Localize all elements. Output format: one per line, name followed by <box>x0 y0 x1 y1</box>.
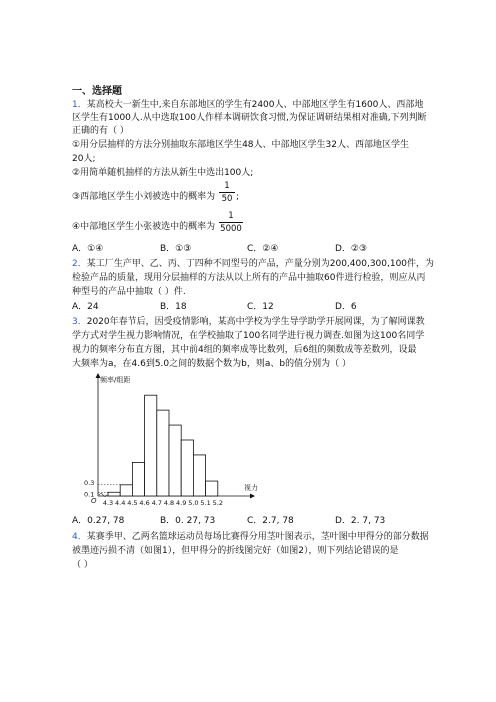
bar-4.3-4.4 <box>108 492 120 496</box>
y-axis-label: 频率/组距 <box>100 376 131 384</box>
bar-5-5.1 <box>193 455 205 496</box>
q1-option-c[interactable]: C．②④ <box>247 244 279 254</box>
q1-option-b[interactable]: B．①③ <box>160 244 192 254</box>
q1-fraction-1-numerator: 1 <box>224 181 230 191</box>
bar-4.8-4.9 <box>169 425 181 496</box>
q3-line-4: 大频率为a，在4.6到5.0之间的数据个数为b，则a、b的值分别为（ ） <box>72 359 351 369</box>
x-tick-5.0: 5.0 <box>188 499 199 507</box>
y-tick-0.1: 0.1 <box>84 490 95 499</box>
x-tick-4.6: 4.6 <box>139 499 150 507</box>
bar-4.4-4.5 <box>120 485 132 496</box>
q2-line-2: 检验产品的质量，现用分层抽样的方法从以上所有的产品中抽取60件进行检验，则应从丙 <box>72 273 426 283</box>
x-tick-4.8: 4.8 <box>163 499 175 507</box>
q1-statement-1a: ①用分层抽样的方法分别抽取东部地区学生48人、中部地区学生32人、西部地区学生 <box>72 140 409 150</box>
q1-line-3: 正确的有（ ） <box>72 126 129 136</box>
q3-line-1 <box>72 316 425 328</box>
q1-line-2: 区学生有1000人.从中选取100人作样本调研饮食习惯,为保证调研结果相对准确,下列判断 <box>72 113 427 123</box>
y-tick-0.3: 0.3 <box>84 478 95 487</box>
q1-statement-3-end: ; <box>236 192 240 202</box>
x-tick-5.2: 5.2 <box>212 499 223 507</box>
x-tick-5.1: 5.1 <box>200 499 211 507</box>
q2-option-a[interactable]: A．24 <box>72 302 99 312</box>
x-axis-label: 视力 <box>244 484 258 492</box>
q2-option-d[interactable]: D．6 <box>335 302 357 312</box>
x-tick-4.3: 4.3 <box>102 499 114 507</box>
q4-line-3: （ ） <box>72 560 93 570</box>
q3-option-d[interactable]: D．2. 7, 73 <box>335 516 386 526</box>
q3-option-b[interactable]: B．0. 27, 73 <box>160 516 216 526</box>
x-tick-4.9: 4.9 <box>176 499 187 507</box>
q2-line-1 <box>72 258 434 270</box>
bar-4.7-4.8 <box>157 410 169 496</box>
q1-statement-1b: 20人; <box>72 154 96 164</box>
q1-fraction-2 <box>219 211 243 234</box>
origin-label: O <box>91 497 97 505</box>
q4-line-1 <box>72 531 429 543</box>
bar-5.1-5.2 <box>206 481 218 496</box>
q1-fraction-1 <box>219 181 235 204</box>
bar-4.6-4.7 <box>145 395 157 496</box>
q2-option-b[interactable]: B．18 <box>160 302 187 312</box>
q2-number: 2． <box>72 259 87 269</box>
q2-option-c[interactable]: C．12 <box>247 302 274 312</box>
section-title: 一、选择题 <box>72 86 122 97</box>
x-tick-4.7: 4.7 <box>151 499 162 507</box>
q1-fraction-2-denominator: 5000 <box>220 224 242 234</box>
q1-number: 1． <box>72 100 87 110</box>
q1-fraction-1-denominator: 50 <box>221 194 233 204</box>
q3-number: 3． <box>72 317 87 327</box>
q1-text-1: 某高校大一新生中,来自东部地区的学生有2400人、中部地区学生有1600人、西部地 <box>86 100 424 110</box>
q1-fraction-2-numerator: 1 <box>228 211 234 221</box>
x-tick-4.5: 4.5 <box>127 499 138 507</box>
q2-line-3: 种型号的产品中抽取（ ）件. <box>72 287 186 297</box>
q4-number: 4． <box>72 532 87 542</box>
q3-text-1: 2020年春节后，因受疫情影响，某高中学校为学生导学助学开展网课，为了解网课教 <box>86 317 425 327</box>
bar-4.5-4.6 <box>132 462 144 496</box>
q1-option-d[interactable]: D．②③ <box>335 244 368 254</box>
x-axis-arrow <box>250 494 255 499</box>
q1-statement-4: ④中部地区学生小张被选中的概率为 <box>72 222 216 232</box>
q4-line-2: 被墨迹污损不清（如图1），但甲得分的折线图完好（如图2），则下列结论错误的是 <box>72 546 399 556</box>
q3-option-a[interactable]: A．0.27, 78 <box>72 516 125 526</box>
bar-4.9-5 <box>181 440 193 496</box>
q3-line-3: 视力的频率分布直方图，其中前4组的频率成等比数列，后6组的频数成等差数列，设最 <box>72 345 417 355</box>
q1-statement-2: ②用简单随机抽样的方法从新生中选出100人; <box>72 168 254 178</box>
q4-text-1: 某赛季甲、乙两名篮球运动员每场比赛得分用茎叶图表示，茎叶图中甲得分的部分数据 <box>86 532 429 542</box>
q1-statement-3: ③西部地区学生小刘被选中的概率为 <box>72 192 216 202</box>
q3-line-2: 学方式对学生视力影响情况，在学校抽取了100名同学进行视力调查.如图为这100名同学 <box>72 331 425 341</box>
x-tick-4.4: 4.4 <box>115 499 126 507</box>
q3-option-c[interactable]: C．2.7, 78 <box>247 516 294 526</box>
q2-text-1: 某工厂生产甲、乙、丙、丁四种不同型号的产品，产量分别为200,400,300,100件，为 <box>86 259 435 269</box>
q1-line-1 <box>72 99 423 111</box>
q1-option-a[interactable]: A．①④ <box>72 244 104 254</box>
histogram-chart <box>80 372 280 512</box>
